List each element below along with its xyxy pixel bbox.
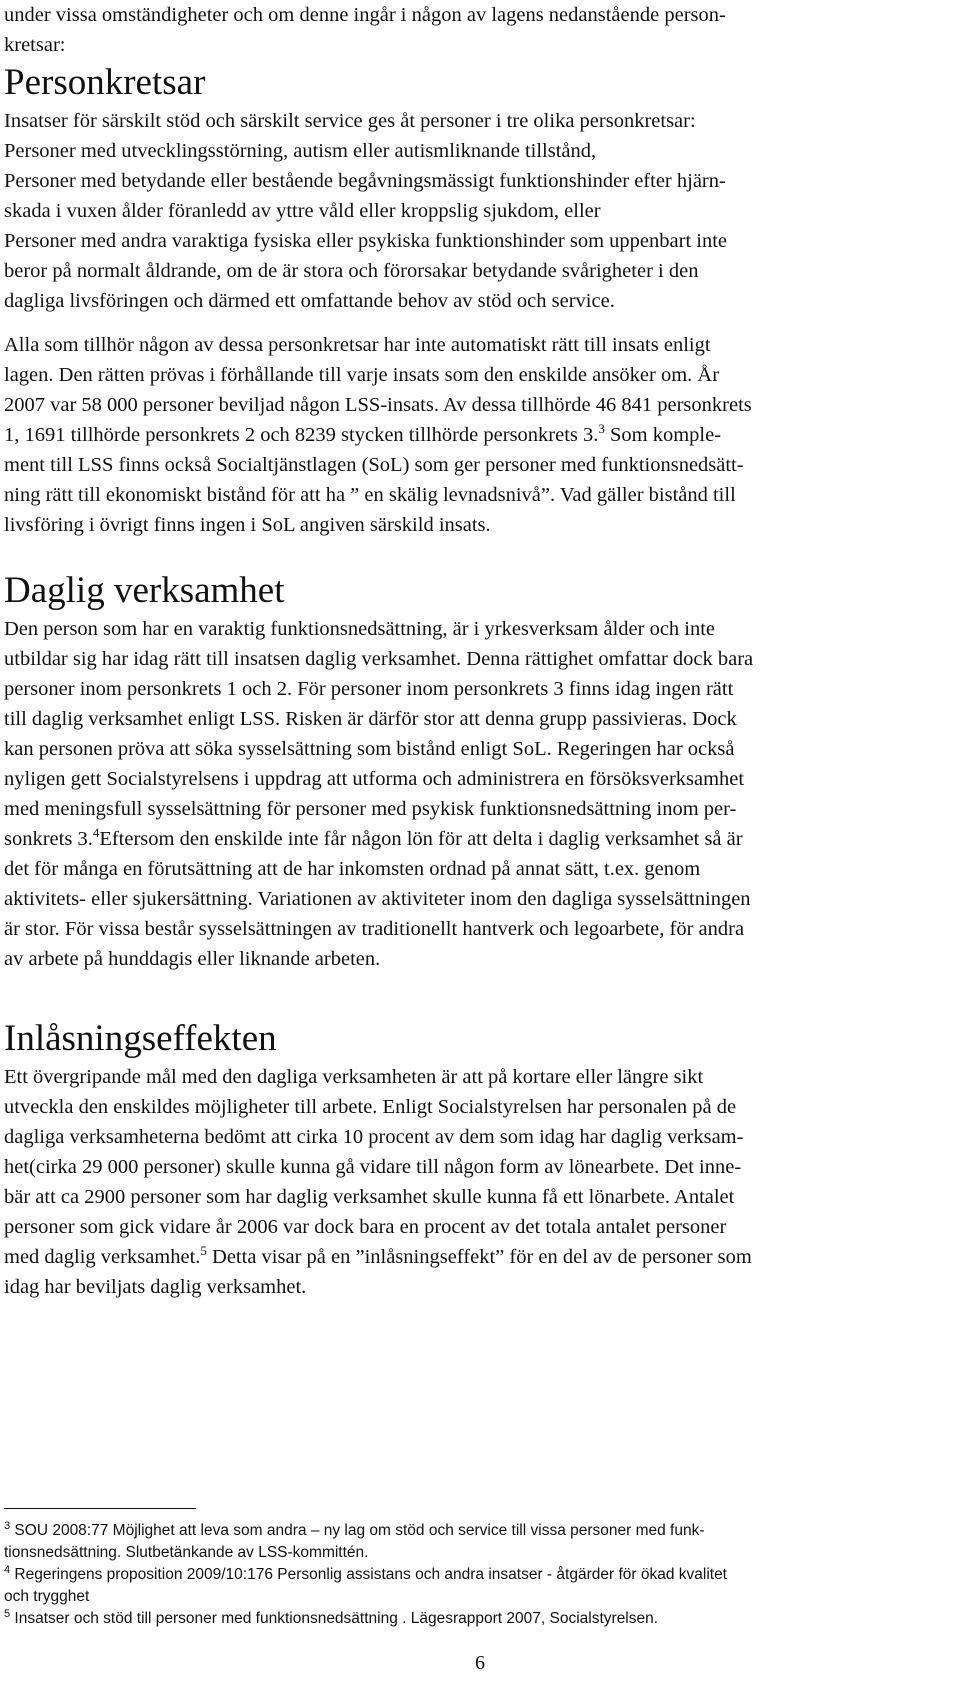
- footnote-ref-5[interactable]: 5: [200, 1243, 207, 1259]
- footnotes: [4, 1520, 956, 1630]
- footnote-ref-3[interactable]: 3: [598, 421, 605, 437]
- text-segment: Eftersom den enskilde inte får någon lön för att delta i daglig verksamhet så är: [99, 828, 743, 850]
- personkretsar-paragraph-2: [4, 330, 956, 540]
- personkretsar-paragraph-1: [4, 106, 956, 316]
- text-line: [4, 1242, 956, 1272]
- text-line: Personer med betydande eller bestående begåvningsmässigt funktionshinder efter hjärn-: [4, 170, 726, 192]
- text-line: 2007 var 58 000 personer beviljad någon LSS-insats. Av dessa tillhörde 46 841 personkrets: [4, 394, 752, 416]
- footnote-4: [4, 1564, 956, 1586]
- text-line: utveckla den enskildes möjligheter till arbete. Enligt Socialstyrelsen har personalen på de: [4, 1096, 737, 1118]
- footnote-number: 3: [4, 1520, 11, 1532]
- intro-paragraph: [4, 0, 956, 60]
- text-line: skada i vuxen ålder föranledd av yttre våld eller kroppslig sjukdom, eller: [4, 200, 601, 222]
- section-heading-inlasningseffekten: Inlåsningseffekten: [4, 1018, 277, 1059]
- text-line: personer som gick vidare år 2006 var dock bara en procent av det totala antalet personer: [4, 1216, 727, 1238]
- text-line: aktivitets- eller sjukersättning. Variationen av aktiviteter inom den dagliga sysselsättningen: [4, 888, 751, 910]
- text-line: till daglig verksamhet enligt LSS. Risken är därför stor att denna grupp passivieras. Dock: [4, 708, 737, 730]
- section-heading-daglig-verksamhet: Daglig verksamhet: [4, 570, 285, 611]
- text-line: nyligen gett Socialstyrelsens i uppdrag att utforma och administrera en försöksverksamhet: [4, 768, 745, 790]
- text-line: Ett övergripande mål med den dagliga verksamheten är att på kortare eller längre sikt: [4, 1066, 704, 1088]
- text-line: kan personen pröva att söka sysselsättning som bistånd enligt SoL. Regeringen har också: [4, 738, 735, 760]
- text-segment: med daglig verksamhet.: [4, 1246, 201, 1268]
- text-line: lagen. Den rätten prövas i förhållande till varje insats som den enskilde ansöker om. År: [4, 364, 720, 386]
- text-segment: Detta visar på en ”inlåsningseffekt” för en del av de personer som: [206, 1246, 752, 1268]
- text-line: bär att ca 2900 personer som har daglig verksamhet skulle kunna få ett lönarbete. Antalet: [4, 1186, 735, 1208]
- daglig-verksamhet-paragraph: [4, 614, 956, 974]
- footnote-number: 4: [4, 1564, 11, 1576]
- text-line: Alla som tillhör någon av dessa personkretsar har inte automatiskt rätt till insats enligt: [4, 334, 711, 356]
- footnote-3-continued: tionsnedsättning. Slutbetänkande av LSS-kommittén.: [4, 1544, 369, 1561]
- text-line: [4, 824, 956, 854]
- text-line: beror på normalt åldrande, om de är stora och förorsakar betydande svårigheter i den: [4, 260, 699, 282]
- footnote-number: 5: [4, 1608, 11, 1620]
- footnote-text: Regeringens proposition 2009/10:176 Personlig assistans och andra insatser - åtgärder för ökad kvalitet: [10, 1566, 727, 1583]
- text-line: Den person som har en varaktig funktionsnedsättning, är i yrkesverksam ålder och inte: [4, 618, 716, 640]
- text-line: Personer med utvecklingsstörning, autism eller autismliknande tillstånd,: [4, 140, 597, 162]
- text-line: personer inom personkrets 1 och 2. För personer inom personkrets 3 finns idag ingen rätt: [4, 678, 734, 700]
- text-line: kretsar:: [4, 34, 66, 56]
- text-line: är stor. För vissa består sysselsättningen av traditionellt hantverk och legoarbete, för andra: [4, 918, 745, 940]
- text-line: Personer med andra varaktiga fysiska eller psykiska funktionshinder som uppenbart inte: [4, 230, 728, 252]
- text-line: ment till LSS finns också Socialtjänstlagen (SoL) som ger personer med funktionsnedsätt-: [4, 454, 744, 476]
- text-segment: sonkrets 3.: [4, 828, 93, 850]
- section-heading-personkretsar: Personkretsar: [4, 62, 206, 103]
- text-line: Insatser för särskilt stöd och särskilt service ges åt personer i tre olika personkretsar:: [4, 110, 696, 132]
- footnote-text: SOU 2008:77 Möjlighet att leva som andra – ny lag om stöd och service till vissa personer med funk-: [10, 1522, 705, 1539]
- inlasningseffekten-paragraph: [4, 1062, 956, 1302]
- text-line: det för många en förutsättning att de har inkomsten ordnad på annat sätt, t.ex. genom: [4, 858, 701, 880]
- text-line: idag har beviljats daglig verksamhet.: [4, 1276, 307, 1298]
- footnote-4-continued: och trygghet: [4, 1588, 90, 1605]
- page-number: 6: [475, 1652, 485, 1674]
- text-line: av arbete på hunddagis eller liknande arbeten.: [4, 948, 381, 970]
- footnote-5: [4, 1608, 956, 1630]
- text-line: under vissa omständigheter och om denne ingår i någon av lagens nedanstående person-: [4, 4, 726, 26]
- text-segment: 1, 1691 tillhörde personkrets 2 och 8239 stycken tillhörde personkrets 3.: [4, 424, 599, 446]
- text-line: utbildar sig har idag rätt till insatsen daglig verksamhet. Denna rättighet omfattar dock bara: [4, 648, 754, 670]
- footnote-divider: [4, 1508, 196, 1509]
- text-line: med meningsfull sysselsättning för personer med psykisk funktionsnedsättning inom per-: [4, 798, 737, 820]
- text-line: dagliga livsföringen och därmed ett omfattande behov av stöd och service.: [4, 290, 615, 312]
- text-line: livsföring i övrigt finns ingen i SoL angiven särskild insats.: [4, 514, 491, 536]
- footnote-3: [4, 1520, 956, 1542]
- text-line: dagliga verksamheterna bedömt att cirka 10 procent av dem som idag har daglig verksam-: [4, 1126, 744, 1148]
- document-page: [4, 0, 956, 1302]
- text-segment: Som komple-: [604, 424, 722, 446]
- text-line: [4, 420, 956, 450]
- text-line: het(cirka 29 000 personer) skulle kunna gå vidare till någon form av lönearbete. Det inne-: [4, 1156, 742, 1178]
- footnote-ref-4[interactable]: 4: [92, 825, 100, 841]
- footnote-text: Insatser och stöd till personer med funktionsnedsättning . Lägesrapport 2007, Socialstyrelsen.: [10, 1610, 659, 1627]
- text-line: ning rätt till ekonomiskt bistånd för att ha ” en skälig levnadsnivå”. Vad gäller bistånd till: [4, 484, 736, 506]
